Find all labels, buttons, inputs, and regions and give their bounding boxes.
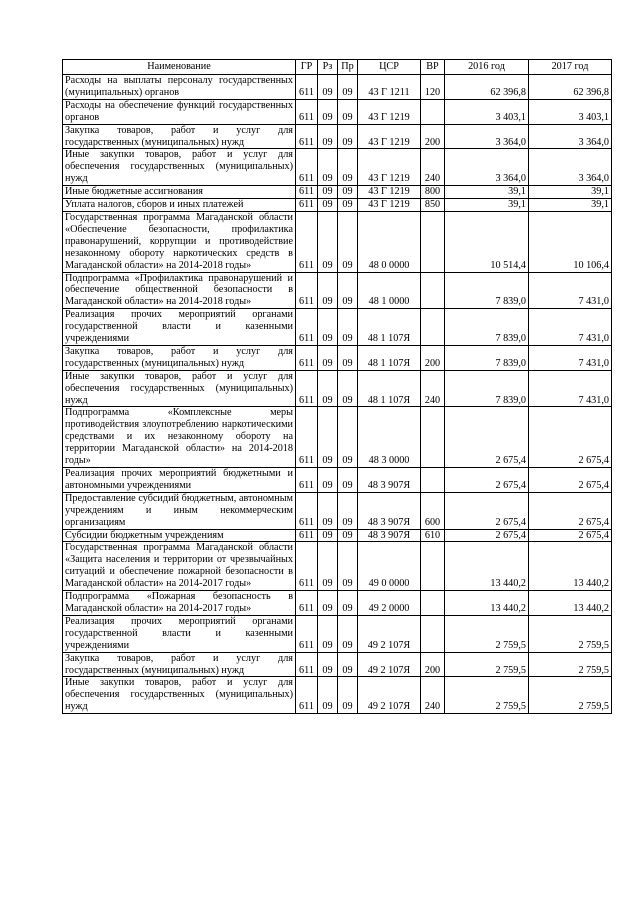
cell-name: Расходы на обеспечение функций государственных органов	[63, 99, 296, 124]
cell-csr: 48 3 907Я	[358, 529, 421, 542]
cell-vr	[421, 272, 445, 309]
cell-pr: 09	[338, 542, 358, 591]
header-name: Наименование	[63, 60, 296, 75]
cell-2016: 2 675,4	[445, 492, 529, 529]
cell-pr: 09	[338, 677, 358, 714]
cell-csr: 43 Г 1211	[358, 75, 421, 100]
cell-csr: 48 0 0000	[358, 211, 421, 272]
cell-gr: 611	[296, 199, 318, 212]
cell-rz: 09	[318, 615, 338, 652]
table-body	[63, 75, 612, 714]
header-vr: ВР	[421, 60, 445, 75]
cell-vr	[421, 591, 445, 616]
cell-2016: 39,1	[445, 199, 529, 212]
cell-gr: 611	[296, 272, 318, 309]
cell-name: Реализация прочих мероприятий бюджетными и автономными учреждениями	[63, 468, 296, 493]
cell-name: Субсидии бюджетным учреждениям	[63, 529, 296, 542]
cell-2017: 2 675,4	[529, 468, 612, 493]
cell-rz: 09	[318, 652, 338, 677]
cell-name: Закупка товаров, работ и услуг для государственных (муниципальных) нужд	[63, 652, 296, 677]
cell-2017: 3 364,0	[529, 124, 612, 149]
cell-rz: 09	[318, 149, 338, 186]
cell-rz: 09	[318, 309, 338, 346]
cell-name: Иные закупки товаров, работ и услуг для обеспечения государственных (муниципальных) нужд	[63, 149, 296, 186]
cell-pr: 09	[338, 370, 358, 407]
cell-rz: 09	[318, 199, 338, 212]
cell-pr: 09	[338, 615, 358, 652]
cell-rz: 09	[318, 542, 338, 591]
cell-2017: 3 364,0	[529, 149, 612, 186]
cell-name: Закупка товаров, работ и услуг для государственных (муниципальных) нужд	[63, 124, 296, 149]
cell-2016: 39,1	[445, 186, 529, 199]
cell-pr: 09	[338, 492, 358, 529]
cell-name: Подпрограмма «Комплексные меры противодействия злоупотреблению наркотическими средствами и их незаконному обороту на территории Магаданской области» на 2014-2018 годы»	[63, 407, 296, 468]
header-gr: ГР	[296, 60, 318, 75]
cell-pr: 09	[338, 149, 358, 186]
cell-rz: 09	[318, 345, 338, 370]
cell-csr: 48 1 107Я	[358, 345, 421, 370]
header-2017: 2017 год	[529, 60, 612, 75]
cell-name: Реализация прочих мероприятий органами государственной власти и казенными учреждениями	[63, 309, 296, 346]
cell-2016: 13 440,2	[445, 542, 529, 591]
cell-vr: 120	[421, 75, 445, 100]
table-row	[63, 149, 612, 186]
cell-2017: 39,1	[529, 186, 612, 199]
cell-pr: 09	[338, 652, 358, 677]
cell-gr: 611	[296, 124, 318, 149]
cell-vr: 200	[421, 345, 445, 370]
cell-vr: 200	[421, 124, 445, 149]
cell-2017: 7 431,0	[529, 272, 612, 309]
cell-gr: 611	[296, 370, 318, 407]
cell-2016: 7 839,0	[445, 370, 529, 407]
cell-2016: 7 839,0	[445, 272, 529, 309]
cell-2017: 10 106,4	[529, 211, 612, 272]
cell-2017: 62 396,8	[529, 75, 612, 100]
cell-csr: 49 2 0000	[358, 591, 421, 616]
cell-rz: 09	[318, 99, 338, 124]
cell-gr: 611	[296, 407, 318, 468]
table-row	[63, 652, 612, 677]
cell-2016: 13 440,2	[445, 591, 529, 616]
cell-gr: 611	[296, 75, 318, 100]
cell-2017: 3 403,1	[529, 99, 612, 124]
cell-2017: 2 675,4	[529, 529, 612, 542]
cell-2017: 13 440,2	[529, 542, 612, 591]
cell-gr: 611	[296, 149, 318, 186]
cell-vr: 600	[421, 492, 445, 529]
cell-vr	[421, 542, 445, 591]
cell-vr	[421, 468, 445, 493]
cell-rz: 09	[318, 468, 338, 493]
cell-csr: 49 2 107Я	[358, 615, 421, 652]
header-pr: Пр	[338, 60, 358, 75]
cell-2016: 2 675,4	[445, 468, 529, 493]
cell-gr: 611	[296, 309, 318, 346]
cell-pr: 09	[338, 211, 358, 272]
cell-gr: 611	[296, 99, 318, 124]
cell-rz: 09	[318, 75, 338, 100]
cell-vr: 240	[421, 370, 445, 407]
cell-2017: 13 440,2	[529, 591, 612, 616]
cell-csr: 49 0 0000	[358, 542, 421, 591]
table-header-row	[63, 60, 612, 75]
cell-gr: 611	[296, 529, 318, 542]
cell-gr: 611	[296, 652, 318, 677]
cell-rz: 09	[318, 591, 338, 616]
budget-table	[62, 59, 612, 714]
cell-rz: 09	[318, 529, 338, 542]
document-page	[62, 59, 611, 714]
cell-rz: 09	[318, 272, 338, 309]
table-row	[63, 186, 612, 199]
table-row	[63, 345, 612, 370]
cell-rz: 09	[318, 407, 338, 468]
header-rz: Рз	[318, 60, 338, 75]
cell-2016: 3 364,0	[445, 149, 529, 186]
table-row	[63, 124, 612, 149]
cell-pr: 09	[338, 272, 358, 309]
table-row	[63, 370, 612, 407]
cell-2016: 10 514,4	[445, 211, 529, 272]
cell-2016: 2 759,5	[445, 677, 529, 714]
cell-vr: 240	[421, 149, 445, 186]
cell-pr: 09	[338, 309, 358, 346]
cell-2016: 2 675,4	[445, 529, 529, 542]
cell-pr: 09	[338, 199, 358, 212]
cell-vr: 610	[421, 529, 445, 542]
cell-name: Государственная программа Магаданской области «Защита населения и территории от чрезвычайных ситуаций и обеспечение пожарной безопасности в Магаданской области» на 2014-2017 годы»	[63, 542, 296, 591]
cell-csr: 43 Г 1219	[358, 186, 421, 199]
cell-2016: 7 839,0	[445, 345, 529, 370]
cell-2017: 2 759,5	[529, 615, 612, 652]
cell-2017: 7 431,0	[529, 370, 612, 407]
cell-pr: 09	[338, 124, 358, 149]
table-row	[63, 99, 612, 124]
cell-gr: 611	[296, 492, 318, 529]
cell-name: Расходы на выплаты персоналу государственных (муниципальных) органов	[63, 75, 296, 100]
cell-2017: 7 431,0	[529, 345, 612, 370]
cell-name: Иные бюджетные ассигнования	[63, 186, 296, 199]
cell-vr: 850	[421, 199, 445, 212]
cell-gr: 611	[296, 468, 318, 493]
cell-2017: 2 675,4	[529, 407, 612, 468]
cell-pr: 09	[338, 99, 358, 124]
cell-csr: 49 2 107Я	[358, 677, 421, 714]
cell-vr	[421, 309, 445, 346]
cell-name: Предоставление субсидий бюджетным, автономным учреждениям и иным некоммерческим организациям	[63, 492, 296, 529]
cell-vr	[421, 615, 445, 652]
cell-csr: 43 Г 1219	[358, 99, 421, 124]
cell-gr: 611	[296, 591, 318, 616]
cell-gr: 611	[296, 186, 318, 199]
cell-pr: 09	[338, 75, 358, 100]
table-row	[63, 407, 612, 468]
cell-csr: 48 1 107Я	[358, 370, 421, 407]
cell-name: Подпрограмма «Пожарная безопасность в Магаданской области» на 2014-2017 годы»	[63, 591, 296, 616]
cell-name: Подпрограмма «Профилактика правонарушений и обеспечение общественной безопасности в Магаданской области» на 2014-2018 годы»	[63, 272, 296, 309]
cell-2016: 3 403,1	[445, 99, 529, 124]
table-row	[63, 677, 612, 714]
cell-vr	[421, 99, 445, 124]
cell-2017: 2 759,5	[529, 677, 612, 714]
table-row	[63, 591, 612, 616]
table-row	[63, 75, 612, 100]
header-csr: ЦСР	[358, 60, 421, 75]
cell-gr: 611	[296, 211, 318, 272]
cell-name: Иные закупки товаров, работ и услуг для обеспечения государственных (муниципальных) нужд	[63, 677, 296, 714]
cell-gr: 611	[296, 615, 318, 652]
cell-name: Закупка товаров, работ и услуг для государственных (муниципальных) нужд	[63, 345, 296, 370]
cell-vr	[421, 211, 445, 272]
cell-vr	[421, 407, 445, 468]
table-row	[63, 199, 612, 212]
cell-name: Уплата налогов, сборов и иных платежей	[63, 199, 296, 212]
cell-gr: 611	[296, 677, 318, 714]
cell-2017: 2 759,5	[529, 652, 612, 677]
cell-pr: 09	[338, 407, 358, 468]
cell-rz: 09	[318, 124, 338, 149]
cell-2016: 2 759,5	[445, 615, 529, 652]
cell-rz: 09	[318, 370, 338, 407]
cell-rz: 09	[318, 186, 338, 199]
cell-gr: 611	[296, 542, 318, 591]
table-row	[63, 529, 612, 542]
cell-name: Иные закупки товаров, работ и услуг для обеспечения государственных (муниципальных) нужд	[63, 370, 296, 407]
cell-2017: 39,1	[529, 199, 612, 212]
header-2016: 2016 год	[445, 60, 529, 75]
cell-rz: 09	[318, 492, 338, 529]
table-row	[63, 492, 612, 529]
cell-vr: 240	[421, 677, 445, 714]
table-row	[63, 542, 612, 591]
cell-2016: 2 675,4	[445, 407, 529, 468]
cell-pr: 09	[338, 345, 358, 370]
table-row	[63, 211, 612, 272]
table-row	[63, 468, 612, 493]
cell-2016: 7 839,0	[445, 309, 529, 346]
table-row	[63, 615, 612, 652]
cell-vr: 800	[421, 186, 445, 199]
cell-rz: 09	[318, 677, 338, 714]
cell-csr: 49 2 107Я	[358, 652, 421, 677]
cell-csr: 48 3 0000	[358, 407, 421, 468]
cell-name: Государственная программа Магаданской области «Обеспечение безопасности, профилактика правонарушений, коррупции и противодействие незаконному обороту наркотических средств в Магаданской области» на 2014-2018 годы»	[63, 211, 296, 272]
cell-2017: 2 675,4	[529, 492, 612, 529]
cell-csr: 48 1 107Я	[358, 309, 421, 346]
cell-csr: 48 3 907Я	[358, 492, 421, 529]
cell-name: Реализация прочих мероприятий органами государственной власти и казенными учреждениями	[63, 615, 296, 652]
cell-2016: 3 364,0	[445, 124, 529, 149]
table-row	[63, 309, 612, 346]
cell-rz: 09	[318, 211, 338, 272]
cell-gr: 611	[296, 345, 318, 370]
cell-vr: 200	[421, 652, 445, 677]
cell-pr: 09	[338, 468, 358, 493]
cell-csr: 43 Г 1219	[358, 149, 421, 186]
cell-pr: 09	[338, 186, 358, 199]
cell-2017: 7 431,0	[529, 309, 612, 346]
table-row	[63, 272, 612, 309]
cell-csr: 48 3 907Я	[358, 468, 421, 493]
cell-2016: 62 396,8	[445, 75, 529, 100]
cell-2016: 2 759,5	[445, 652, 529, 677]
cell-pr: 09	[338, 529, 358, 542]
cell-csr: 43 Г 1219	[358, 124, 421, 149]
cell-pr: 09	[338, 591, 358, 616]
cell-csr: 48 1 0000	[358, 272, 421, 309]
cell-csr: 43 Г 1219	[358, 199, 421, 212]
